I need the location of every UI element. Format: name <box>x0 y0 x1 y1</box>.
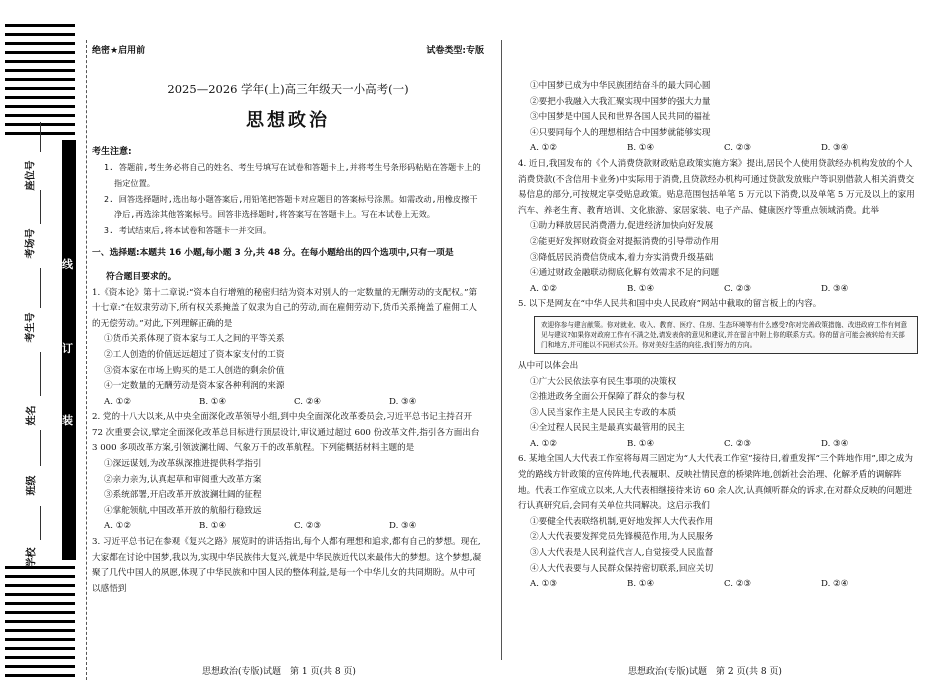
question-1-stem: 1.《资本论》第十二章说:“资本自行增殖的秘密归结为资本对别人的一定数量的无酬劳动的支配权。”第十七章:“在奴隶劳动下,所有权关系掩盖了奴隶为自己的劳动,而在雇佣劳动下,货币关系掩盖了雇佣工人的无偿劳动。”对此,下列理解正确的是 <box>92 287 478 329</box>
candidate-no-line <box>40 268 41 308</box>
question-2-option: ④掌舵领航,中国改革开放的航船行稳致远 <box>104 505 262 516</box>
footer-page-1: 思想政治(专版)试题 第 1 页(共 8 页) <box>202 667 356 677</box>
question-2-option: ③系统部署,开启改革开放波澜壮阔的征程 <box>104 490 262 501</box>
room-label: 考场号 <box>25 228 37 259</box>
question-2-stem: 2. 党的十八大以来,从中央全面深化改革领导小组,到中央全面深化改革委员会,习近平总书记主持召开 72 次重要会议,擘定全面深化改革总目标进行顶层设计,审议通过超过 600 份改革文件,指引各方面出台 3 000 多项改革方案,引领波澜壮阔、气象万千的改革航程。下列能概括材料主题的是 <box>92 412 480 454</box>
note-item: 3. 考试结束后,将本试卷和答题卡一并交回。 <box>104 224 272 235</box>
candidate-no-label: 考生号 <box>25 312 37 343</box>
choice-c: C. ②③ <box>724 143 752 154</box>
question-3-stem: 3. 习近平总书记在参观《复兴之路》展览时的讲话指出,每个人都有理想和追求,都有自己的梦想。现在,大家都在讨论中国梦,我以为,实现中华民族伟大复兴,就是中华民族近代以来最伟大的梦想。这个梦想,凝聚了几代中国人的夙愿,体现了中华民族和中国人民的整体利益,是每一个中华儿女的共同期盼。从中可以感悟到 <box>92 537 482 594</box>
question-6-stem: 6. 某地全国人大代表工作室将每周三固定为“人大代表工作室”接待日,着重发挥“三个阵地作用”,即之成为党的路线方针政策的宣传阵地,代表履职、反映社情民意的桥梁阵地,创新社会治理、化解矛盾的调解阵地。代表工作室成立以来,人大代表相继接待来访 60 余人次,认真倾听群众的诉求,在对群众反映的问题进行认真研究后,会同有关单位共同解决。这启示我们 <box>518 454 913 512</box>
question-4-choices <box>518 282 918 298</box>
choice-d: D. ③④ <box>389 521 417 532</box>
choice-c: C. ②③ <box>724 283 752 294</box>
question-3-option: ②要把小我融入大我汇聚实现中国梦的强大力量 <box>530 96 711 107</box>
note-item: 1. 答题前,考生务必将自己的姓名、考生号填写在试卷和答题卡上,并将考生号条形码粘贴在答题卡上的指定位置。 <box>104 162 481 188</box>
footer-page-2: 思想政治(专版)试题 第 2 页(共 8 页) <box>628 667 782 677</box>
choice-c: C. ②③ <box>724 579 752 590</box>
question-5-option: ②推进政务全面公开保障了群众的参与权 <box>530 392 685 403</box>
choice-a: A. ①② <box>530 143 558 154</box>
question-4-option: ④通过财政金融联动彻底化解有效需求不足的问题 <box>530 268 720 279</box>
question-3-choices <box>518 141 918 157</box>
class-label: 班级 <box>26 475 38 496</box>
question-4-option: ③降低居民消费信贷成本,着力夯实消费升级基础 <box>530 252 714 263</box>
note-item: 2. 回答选择题时,选出每小题答案后,用铅笔把答题卡对应题目的答案标号涂黑。如需改动,用橡皮擦干净后,再选涂其他答案标号。回答非选择题时,将答案写在答题卡上。写在本试卷上无效。 <box>104 193 478 220</box>
choice-a: A. ①② <box>104 396 132 407</box>
choice-b: B. ①④ <box>199 521 227 532</box>
secret-mark: 绝密★启用前 <box>92 46 146 56</box>
choice-b: B. ①④ <box>627 283 655 294</box>
column-divider <box>501 40 502 660</box>
choice-a: A. ①② <box>104 521 132 532</box>
question-4-option: ①助力释放居民消费潜力,促进经济加快向好发展 <box>530 221 714 232</box>
notes-title: 考生注意: <box>92 146 132 157</box>
cut-word-line: 线 <box>62 258 73 271</box>
choice-b: B. ①④ <box>627 143 655 154</box>
subject-title: 思想政治 <box>246 110 330 132</box>
choice-b: B. ①④ <box>199 396 227 407</box>
cut-word-pack: 装 <box>62 414 73 427</box>
name-label: 姓名 <box>26 405 38 426</box>
question-2-option: ②亲力亲为,认真起草和审阅重大改革方案 <box>104 474 262 485</box>
choice-a: A. ①③ <box>530 579 558 590</box>
question-6-option: ②人大代表要发挥党员先锋模范作用,为人民服务 <box>530 532 714 543</box>
question-2-option: ①深远谋划,为改革纵深推进提供科学指引 <box>104 459 262 470</box>
cut-word-bind: 订 <box>62 342 73 355</box>
choice-d: D. ③④ <box>821 143 849 154</box>
cut-dashed-line <box>86 40 87 680</box>
choice-a: A. ①② <box>530 438 558 449</box>
section-heading: 一、选择题:本题共 16 小题,每小题 3 分,共 48 分。在每小题给出的四个选项中,只有一项是 <box>92 248 454 259</box>
choice-b: B. ①④ <box>627 438 655 449</box>
choice-d: D. ③④ <box>821 438 849 449</box>
seat-label: 座位号 <box>25 160 37 191</box>
question-6-option: ④人大代表要与人民群众保持密切联系,回应关切 <box>530 563 714 574</box>
choice-d: D. ②④ <box>821 579 849 590</box>
question-6-option: ①要健全代表联络机制,更好地发挥人大代表作用 <box>530 516 714 527</box>
question-3-option: ③中国梦是中国人民和世界各国人民共同的福祉 <box>530 112 711 123</box>
choice-d: D. ③④ <box>389 396 417 407</box>
page-header <box>92 44 484 60</box>
question-3-option: ④只要同每个人的理想相结合中国梦就能够实现 <box>530 127 711 138</box>
class-line <box>40 430 41 466</box>
question-5-choices <box>518 437 918 453</box>
student-info-column <box>0 0 80 688</box>
choice-c: C. ②③ <box>294 521 322 532</box>
question-6-option: ③人大代表是人民利益代言人,自觉接受人民监督 <box>530 548 714 559</box>
seat-line <box>40 122 41 152</box>
choice-a: A. ①② <box>530 283 558 294</box>
question-4-stem: 4. 近日,我国发布的《个人消费贷款财政贴息政策实施方案》提出,居民个人使用贷款经办机构发放的个人消费贷款(不含信用卡业务)中实际用于消费,且贷款经办机构可通过贷款发放账户等识别借款人相关消费交易信息的部分,可按规定享受贴息政策。贴息范围包括单笔 5 万元以下消费,以及单笔 5 万元及以上的家用汽车、养老生育、教育培训、文化旅游、家居家装、电子产品、健康医疗等重点领域消费。此举 <box>518 158 915 216</box>
right-column <box>518 48 918 593</box>
paper-type: 试卷类型:专版 <box>426 46 484 56</box>
question-5-option: ①广大公民依法享有民生事项的决策权 <box>530 376 677 387</box>
choice-c: C. ②④ <box>294 396 322 407</box>
name-line <box>40 352 41 396</box>
room-line <box>40 190 41 224</box>
question-5-option: ④全过程人民民主是最真实最管用的民主 <box>530 423 685 434</box>
section-heading-cont: 符合题目要求的。 <box>106 271 177 282</box>
question-5-option: ③人民当家作主是人民民主专政的本质 <box>530 407 677 418</box>
question-5-stem: 5. 以下是网友在“中华人民共和国中央人民政府”网站中截取的留言板上的内容。 <box>518 299 822 310</box>
choice-d: D. ③④ <box>821 283 849 294</box>
exam-title: 2025—2026 学年(上)高三年级天一小高考(一) <box>167 81 409 96</box>
question-4-option: ②能更好发挥财政资金对提振消费的引导带动作用 <box>530 236 720 247</box>
question-1-option: ④一定数量的无酬劳动是资本家各种利润的来源 <box>104 381 285 392</box>
question-2-choices <box>92 519 484 535</box>
school-line <box>40 506 41 540</box>
question-5-lead: 从中可以体会出 <box>518 360 579 371</box>
school-label: 学校 <box>26 547 38 568</box>
choice-c: C. ②③ <box>724 438 752 449</box>
question-3-option: ①中国梦已成为中华民族团结奋斗的最大同心圆 <box>530 81 711 91</box>
question-1-option: ①货币关系体现了资本家与工人之间的平等关系 <box>104 334 285 345</box>
question-1-option: ③资本家在市场上购买的是工人创造的剩余价值 <box>104 365 285 376</box>
question-1-choices <box>92 395 484 411</box>
choice-b: B. ①④ <box>627 579 655 590</box>
left-column <box>92 44 484 594</box>
message-board-box: 欢迎你参与建言献策。你对就业、收入、教育、医疗、住房、生态环境等有什么感受?你对完善政策措施、改进政府工作有何意见与建议?如果你对政府工作有不满之处,请发表你的意见和建议,并在留言中附上你的联系方式。你的留言可能会被转给有关部门和地方,并可能以不同形式公开。你对美好生活的向往,我们努力的方向。 <box>534 316 918 354</box>
question-6-choices <box>518 577 918 593</box>
question-1-option: ②工人创造的价值远远超过了资本家支付的工资 <box>104 349 285 360</box>
